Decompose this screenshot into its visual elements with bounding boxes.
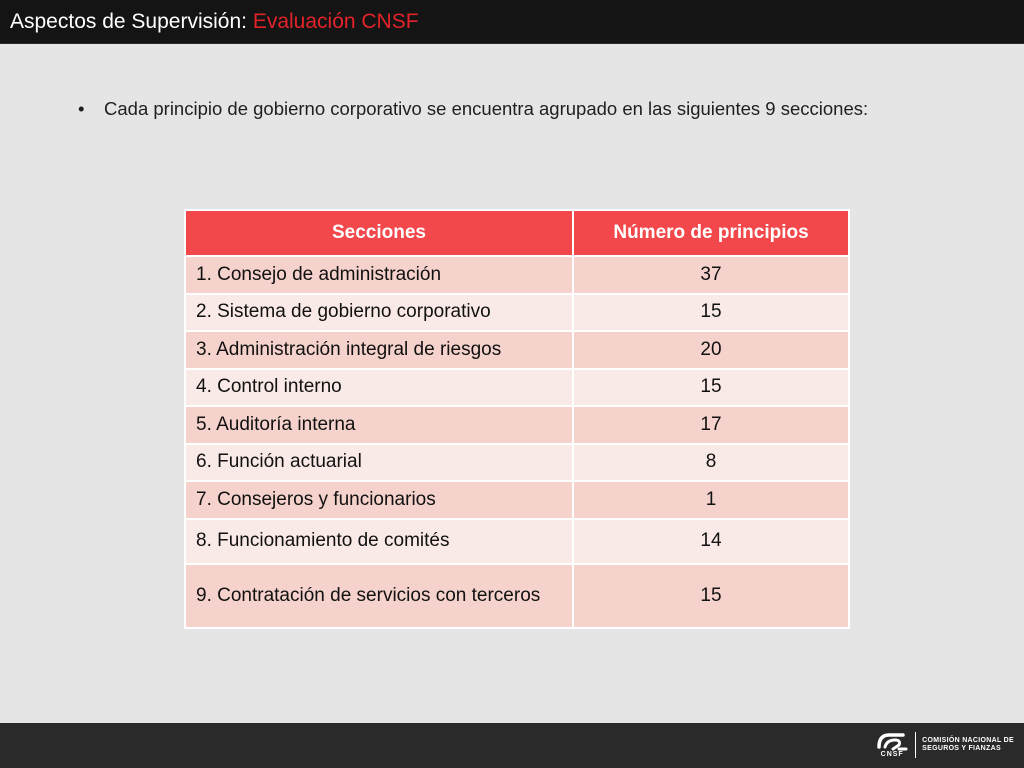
principle-count: 15 xyxy=(573,294,849,332)
section-name: 8. Funcionamiento de comités xyxy=(185,519,573,564)
principle-count: 15 xyxy=(573,564,849,628)
principle-count: 8 xyxy=(573,444,849,482)
section-name: 9. Contratación de servicios con terceros xyxy=(185,564,573,628)
section-name: 7. Consejeros y funcionarios xyxy=(185,481,573,519)
logo-line-1: COMISIÓN NACIONAL DE xyxy=(922,737,1014,744)
logo-separator xyxy=(915,732,916,758)
table-row xyxy=(185,564,849,628)
table-row xyxy=(185,444,849,482)
header-secciones: Secciones xyxy=(185,210,573,256)
principle-count: 17 xyxy=(573,406,849,444)
principle-count: 20 xyxy=(573,331,849,369)
title-bar xyxy=(0,0,1024,44)
table-row xyxy=(185,369,849,407)
section-name: 4. Control interno xyxy=(185,369,573,407)
sections-table xyxy=(184,209,850,629)
slide-title-accent: Evaluación CNSF xyxy=(252,9,419,33)
cnsf-logo xyxy=(875,731,1014,759)
section-name: 5. Auditoría interna xyxy=(185,406,573,444)
table-header-row xyxy=(185,210,849,256)
intro-bullet xyxy=(78,98,868,120)
table-row xyxy=(185,519,849,564)
section-name: 3. Administración integral de riesgos xyxy=(185,331,573,369)
principle-count: 37 xyxy=(573,256,849,294)
table-row xyxy=(185,331,849,369)
principle-count: 14 xyxy=(573,519,849,564)
footer-bar xyxy=(0,723,1024,768)
bullet-marker: • xyxy=(78,98,85,119)
table-row xyxy=(185,481,849,519)
section-name: 2. Sistema de gobierno corporativo xyxy=(185,294,573,332)
header-numero-principios: Número de principios xyxy=(573,210,849,256)
cnsf-logo-mark xyxy=(875,731,909,759)
cnsf-logo-abbr: CNSF xyxy=(880,751,904,758)
cnsf-logo-text xyxy=(922,737,1014,753)
logo-line-2: SEGUROS Y FIANZAS xyxy=(922,745,1001,752)
cnsf-logo-icon xyxy=(875,731,909,751)
slide-title-main: Aspectos de Supervisión: xyxy=(10,9,253,33)
table-row xyxy=(185,256,849,294)
table-row xyxy=(185,294,849,332)
section-name: 6. Función actuarial xyxy=(185,444,573,482)
section-name: 1. Consejo de administración xyxy=(185,256,573,294)
principle-count: 1 xyxy=(573,481,849,519)
intro-text: Cada principio de gobierno corporativo se encuentra agrupado en las siguientes 9 secciones: xyxy=(104,98,869,119)
principle-count: 15 xyxy=(573,369,849,407)
slide-title xyxy=(10,10,419,34)
table-row xyxy=(185,406,849,444)
